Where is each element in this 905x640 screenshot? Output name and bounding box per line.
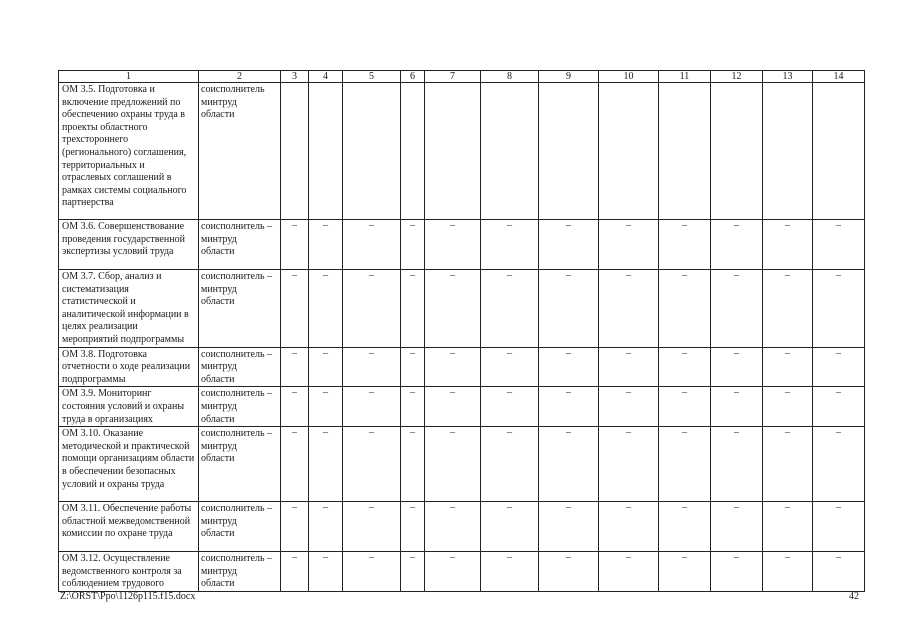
value-cell: – <box>763 552 813 592</box>
executor-cell <box>199 220 281 270</box>
column-header-13: 13 <box>763 71 813 83</box>
executor-line: области <box>201 296 235 308</box>
footer-file-path: Z:\ORST\Ppo\1126p115.f15.docx <box>60 591 196 602</box>
executor-line: минтруд <box>201 440 237 452</box>
value-cell: – <box>425 220 481 270</box>
value-cell <box>481 83 539 220</box>
value-cell: – <box>401 502 425 552</box>
column-header-2: 2 <box>199 71 281 83</box>
value-cell: – <box>599 347 659 387</box>
measure-cell: ОМ 3.12. Осуществление ведомственного контроля за соблюдением трудового <box>59 552 199 592</box>
value-cell: – <box>539 427 599 502</box>
column-header-6: 6 <box>401 71 425 83</box>
executor-cell <box>199 270 281 348</box>
value-cell: – <box>599 387 659 427</box>
column-header-4: 4 <box>309 71 343 83</box>
program-measures-table <box>58 70 865 592</box>
executor-cell <box>199 502 281 552</box>
value-cell: – <box>425 387 481 427</box>
value-cell: – <box>659 220 711 270</box>
value-cell: – <box>599 552 659 592</box>
executor-line: минтруд <box>201 96 237 108</box>
value-cell: – <box>309 220 343 270</box>
value-cell: – <box>481 502 539 552</box>
value-cell: – <box>425 347 481 387</box>
value-cell: – <box>599 220 659 270</box>
value-cell: – <box>711 427 763 502</box>
executor-line: соисполнитель – <box>201 553 273 565</box>
value-cell: – <box>763 387 813 427</box>
executor-line: соисполнитель – <box>201 503 273 515</box>
table-row <box>59 220 865 270</box>
value-cell: – <box>711 502 763 552</box>
measure-cell: ОМ 3.9. Мониторинг состояния условий и охраны труда в организациях <box>59 387 199 427</box>
value-cell: – <box>659 270 711 348</box>
value-cell: – <box>763 347 813 387</box>
value-cell: – <box>599 427 659 502</box>
table-row <box>59 502 865 552</box>
column-header-10: 10 <box>599 71 659 83</box>
value-cell: – <box>425 502 481 552</box>
value-cell: – <box>659 427 711 502</box>
value-cell: – <box>763 502 813 552</box>
measure-cell: ОМ 3.10. Оказание методической и практической помощи организациям области в обеспечении безопасных условий и охраны труда <box>59 427 199 502</box>
value-cell: – <box>481 347 539 387</box>
executor-line: минтруд <box>201 400 237 412</box>
executor-cell <box>199 427 281 502</box>
table-row <box>59 427 865 502</box>
column-header-5: 5 <box>343 71 401 83</box>
column-header-1: 1 <box>59 71 199 83</box>
value-cell: – <box>813 387 865 427</box>
executor-cell <box>199 387 281 427</box>
value-cell: – <box>401 387 425 427</box>
value-cell <box>763 83 813 220</box>
value-cell <box>711 83 763 220</box>
value-cell: – <box>343 270 401 348</box>
executor-line: минтруд <box>201 565 237 577</box>
value-cell: – <box>343 427 401 502</box>
value-cell: – <box>813 427 865 502</box>
value-cell: – <box>659 552 711 592</box>
value-cell: – <box>309 387 343 427</box>
executor-line: соисполнитель – <box>201 221 273 232</box>
executor-line: соисполнитель – <box>201 388 273 400</box>
value-cell <box>309 83 343 220</box>
table-row <box>59 552 865 592</box>
column-header-14: 14 <box>813 71 865 83</box>
footer-page-number: 42 <box>849 591 859 602</box>
column-header-8: 8 <box>481 71 539 83</box>
table-row <box>59 347 865 387</box>
measure-cell: ОМ 3.5. Подготовка и включение предложений по обеспечению охраны труда в проекты областного трехстороннего (регионального) соглашения, территориальных и отраслевых соглашений в рамках системы социального партнерства <box>59 83 199 220</box>
value-cell: – <box>711 270 763 348</box>
column-header-9: 9 <box>539 71 599 83</box>
value-cell: – <box>425 427 481 502</box>
value-cell: – <box>401 552 425 592</box>
value-cell: – <box>813 502 865 552</box>
value-cell: – <box>763 270 813 348</box>
value-cell: – <box>711 552 763 592</box>
column-header-3: 3 <box>281 71 309 83</box>
value-cell: – <box>343 347 401 387</box>
executor-line: минтруд <box>201 361 237 373</box>
executor-cell <box>199 83 281 220</box>
value-cell: – <box>401 427 425 502</box>
value-cell: – <box>813 347 865 387</box>
executor-line: области <box>201 453 235 465</box>
executor-line: минтруд <box>201 233 237 245</box>
value-cell: – <box>599 502 659 552</box>
value-cell: – <box>711 347 763 387</box>
value-cell <box>659 83 711 220</box>
column-header-12: 12 <box>711 71 763 83</box>
executor-line: области <box>201 373 235 385</box>
table-row <box>59 83 865 220</box>
value-cell <box>425 83 481 220</box>
executor-line: соисполнитель – <box>201 348 273 360</box>
value-cell: – <box>599 270 659 348</box>
value-cell: – <box>425 552 481 592</box>
value-cell: – <box>281 347 309 387</box>
executor-line: области <box>201 578 235 590</box>
value-cell: – <box>763 220 813 270</box>
value-cell: – <box>425 270 481 348</box>
value-cell: – <box>481 270 539 348</box>
executor-line: соисполнитель – <box>201 271 273 282</box>
measure-cell: ОМ 3.7. Сбор, анализ и систематизация статистической и аналитической информации в целях реализации мероприятий подпрограммы <box>59 270 199 348</box>
executor-line: области <box>201 413 235 425</box>
value-cell <box>281 83 309 220</box>
value-cell: – <box>659 347 711 387</box>
value-cell: – <box>813 552 865 592</box>
table-row <box>59 270 865 348</box>
value-cell: – <box>401 347 425 387</box>
value-cell: – <box>539 387 599 427</box>
header-row <box>59 71 865 83</box>
value-cell: – <box>539 502 599 552</box>
value-cell: – <box>813 270 865 348</box>
value-cell: – <box>481 387 539 427</box>
value-cell: – <box>281 387 309 427</box>
table-body <box>59 83 865 592</box>
value-cell <box>343 83 401 220</box>
executor-line: области <box>201 528 235 540</box>
executor-cell <box>199 347 281 387</box>
value-cell: – <box>763 427 813 502</box>
executor-line: минтруд <box>201 515 237 527</box>
measure-cell: ОМ 3.6. Совершенствование проведения государственной экспертизы условий труда <box>59 220 199 270</box>
value-cell: – <box>659 387 711 427</box>
column-header-11: 11 <box>659 71 711 83</box>
value-cell <box>539 83 599 220</box>
executor-line: соисполнитель <box>201 84 265 95</box>
value-cell: – <box>281 502 309 552</box>
column-header-7: 7 <box>425 71 481 83</box>
value-cell: – <box>281 220 309 270</box>
value-cell: – <box>711 387 763 427</box>
executor-line: соисполнитель – <box>201 428 273 440</box>
value-cell: – <box>401 220 425 270</box>
value-cell: – <box>481 220 539 270</box>
value-cell <box>401 83 425 220</box>
value-cell: – <box>343 502 401 552</box>
value-cell: – <box>281 427 309 502</box>
value-cell: – <box>539 347 599 387</box>
value-cell <box>599 83 659 220</box>
value-cell: – <box>343 220 401 270</box>
value-cell <box>813 83 865 220</box>
value-cell: – <box>539 270 599 348</box>
measure-cell: ОМ 3.11. Обеспечение работы областной межведомственной комиссии по охране труда <box>59 502 199 552</box>
value-cell: – <box>539 220 599 270</box>
value-cell: – <box>309 347 343 387</box>
value-cell: – <box>309 270 343 348</box>
table-row <box>59 387 865 427</box>
value-cell: – <box>309 427 343 502</box>
value-cell: – <box>309 552 343 592</box>
measure-cell: ОМ 3.8. Подготовка отчетности о ходе реализации подпрограммы <box>59 347 199 387</box>
value-cell: – <box>711 220 763 270</box>
executor-line: минтруд <box>201 283 237 295</box>
value-cell: – <box>401 270 425 348</box>
value-cell: – <box>281 552 309 592</box>
value-cell: – <box>481 427 539 502</box>
executor-cell <box>199 552 281 592</box>
value-cell: – <box>281 270 309 348</box>
executor-line: области <box>201 246 235 258</box>
value-cell: – <box>481 552 539 592</box>
value-cell: – <box>343 387 401 427</box>
executor-line: области <box>201 109 235 121</box>
value-cell: – <box>813 220 865 270</box>
value-cell: – <box>539 552 599 592</box>
value-cell: – <box>659 502 711 552</box>
value-cell: – <box>309 502 343 552</box>
value-cell: – <box>343 552 401 592</box>
